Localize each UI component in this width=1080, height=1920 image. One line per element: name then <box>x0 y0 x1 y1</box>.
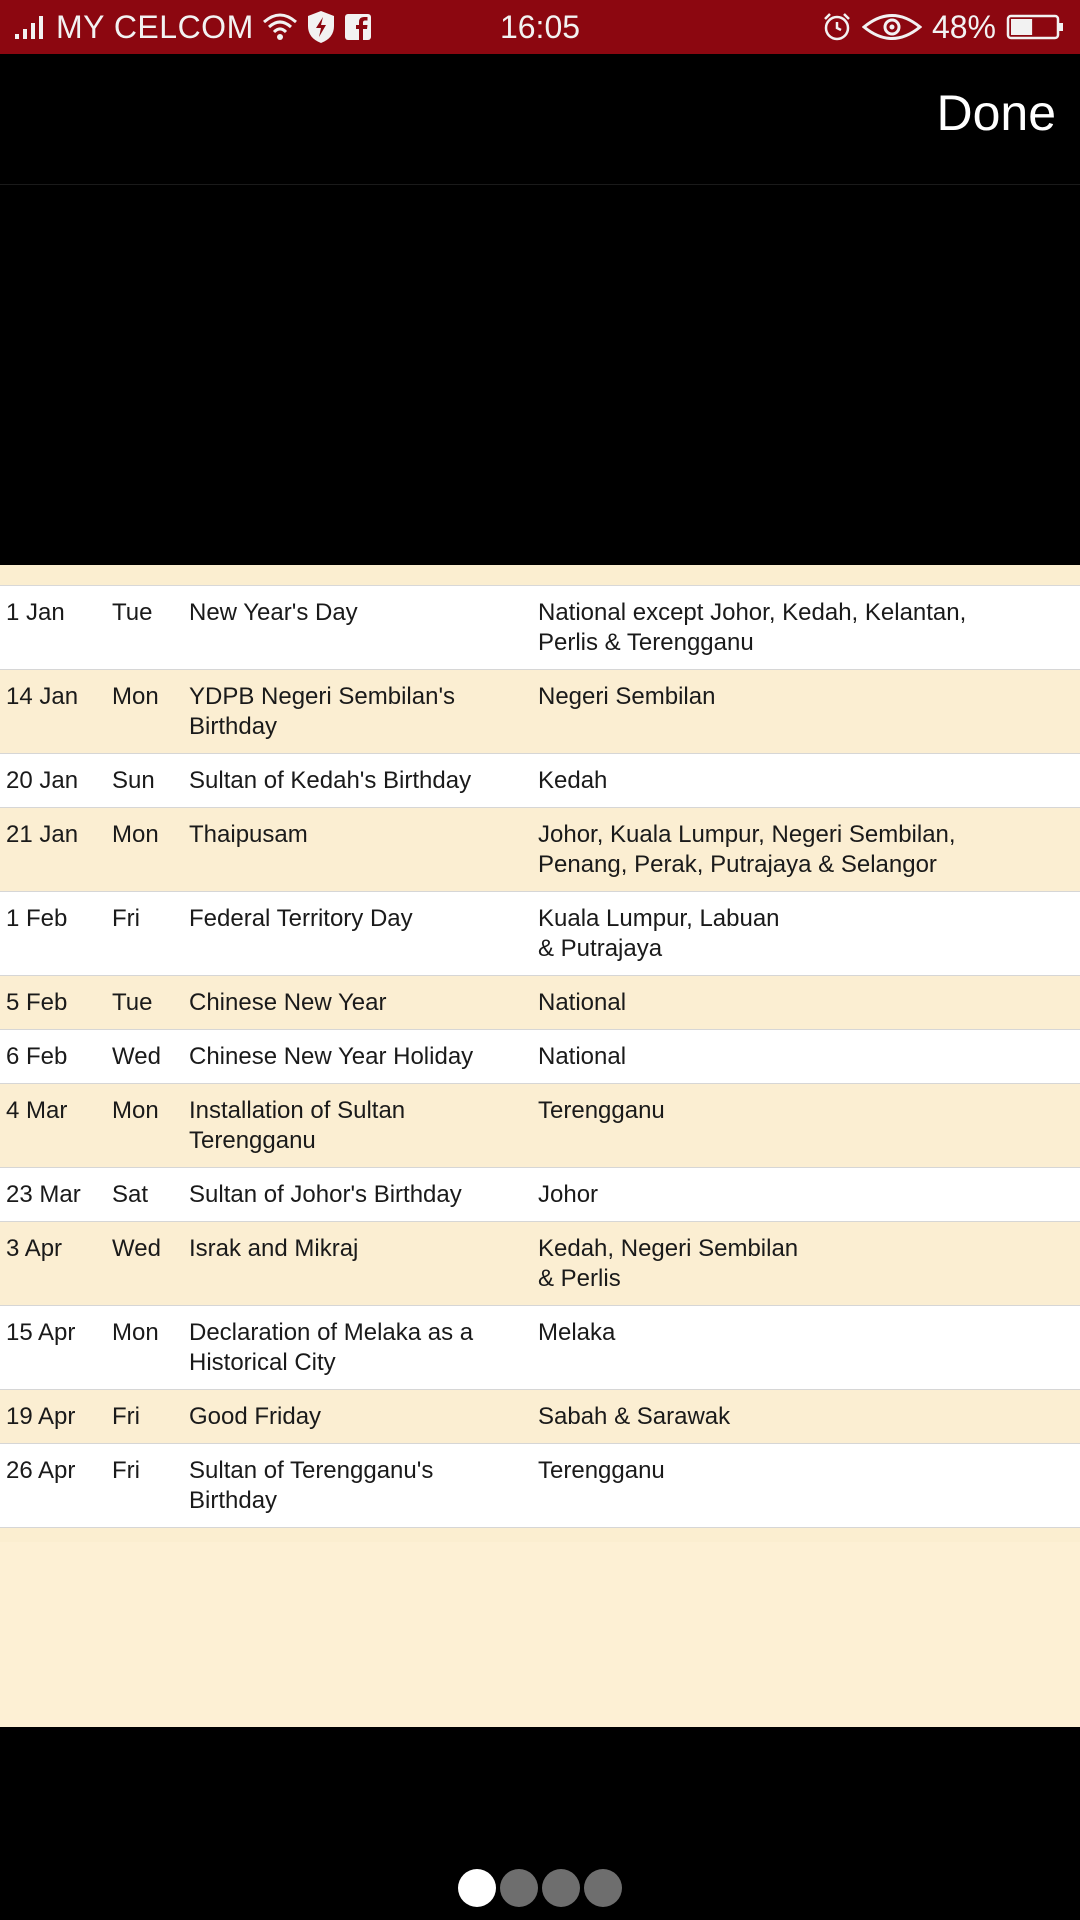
signal-icon <box>14 14 48 40</box>
holiday-name: YDPB Negeri Sembilan's Birthday <box>189 683 456 740</box>
table-row <box>0 586 1080 670</box>
page-dot-2[interactable] <box>500 1869 538 1907</box>
page-dot-1[interactable] <box>458 1869 496 1907</box>
table-row <box>0 892 1080 976</box>
table-row <box>0 1444 1080 1528</box>
holiday-state: Terengganu <box>538 1457 665 1484</box>
holiday-date: 4 Mar <box>6 1097 68 1124</box>
status-right <box>822 0 1066 54</box>
holiday-state: Kuala Lumpur, Labuan & Putrajaya <box>538 905 780 962</box>
table-row <box>0 976 1080 1030</box>
holiday-date: 19 Apr <box>6 1403 76 1430</box>
done-button[interactable]: Done <box>936 85 1056 141</box>
holiday-table-image <box>0 565 1080 1727</box>
status-bar <box>0 0 1080 54</box>
carrier-name: MY CELCOM <box>56 8 254 45</box>
holiday-date: 20 Jan <box>6 767 79 794</box>
holiday-date: 15 Apr <box>6 1319 76 1346</box>
table-row <box>0 670 1080 754</box>
holiday-state: Melaka <box>538 1319 616 1346</box>
table-row <box>0 754 1080 808</box>
holiday-date: 14 Jan <box>6 683 79 710</box>
holiday-name: Declaration of Melaka as a Historical City <box>189 1319 474 1376</box>
shield-icon <box>306 9 336 45</box>
holiday-state: National <box>538 989 627 1016</box>
holiday-name: Installation of Sultan Terengganu <box>189 1097 406 1154</box>
holiday-state: Sabah & Sarawak <box>538 1403 731 1430</box>
page-dot-3[interactable] <box>542 1869 580 1907</box>
holiday-name: Israk and Mikraj <box>189 1235 359 1262</box>
holiday-name: Sultan of Kedah's Birthday <box>189 767 472 794</box>
holiday-state: National except Johor, Kedah, Kelantan, Perlis & Terengganu <box>538 599 967 656</box>
holiday-state: Kedah, Negeri Sembilan & Perlis <box>538 1235 799 1292</box>
holiday-day: Tue <box>112 989 153 1016</box>
holiday-table-rows <box>0 586 1080 1528</box>
page-indicator <box>0 1869 1080 1907</box>
alarm-icon <box>822 12 852 42</box>
holiday-name: Sultan of Johor's Birthday <box>189 1181 462 1208</box>
battery-percent: 48% <box>931 8 996 45</box>
holiday-name: New Year's Day <box>189 599 358 626</box>
holiday-state: Negeri Sembilan <box>538 683 716 710</box>
holiday-state: Johor <box>538 1181 599 1208</box>
holiday-date: 3 Apr <box>6 1235 63 1262</box>
eye-icon <box>862 12 922 42</box>
table-top-edge <box>0 565 1080 586</box>
holiday-day: Fri <box>112 905 140 932</box>
status-left <box>14 0 372 54</box>
table-row <box>0 1084 1080 1168</box>
holiday-date: 26 Apr <box>6 1457 76 1484</box>
holiday-day: Mon <box>112 1319 159 1346</box>
page-dot-4[interactable] <box>584 1869 622 1907</box>
table-row <box>0 1222 1080 1306</box>
holiday-name: Federal Territory Day <box>189 905 413 932</box>
wifi-icon <box>262 12 298 42</box>
holiday-date: 1 Feb <box>6 905 68 932</box>
table-row <box>0 1390 1080 1444</box>
holiday-day: Tue <box>112 599 153 626</box>
holiday-state: Johor, Kuala Lumpur, Negeri Sembilan, Penang, Perak, Putrajaya & Selangor <box>538 821 956 878</box>
holiday-state: Terengganu <box>538 1097 665 1124</box>
table-row <box>0 1030 1080 1084</box>
facebook-icon <box>344 13 372 41</box>
holiday-day: Sun <box>112 767 155 794</box>
holiday-name: Chinese New Year <box>189 989 387 1016</box>
holiday-day: Fri <box>112 1457 140 1484</box>
viewer-header <box>0 54 1080 185</box>
battery-icon <box>1006 13 1066 41</box>
holiday-day: Mon <box>112 1097 159 1124</box>
holiday-day: Wed <box>112 1235 161 1262</box>
holiday-day: Sat <box>112 1181 149 1208</box>
holiday-name: Sultan of Terengganu's Birthday <box>189 1457 434 1514</box>
holiday-name: Good Friday <box>189 1403 322 1430</box>
holiday-date: 1 Jan <box>6 599 65 626</box>
holiday-state: Kedah <box>538 767 608 794</box>
holiday-day: Fri <box>112 1403 140 1430</box>
holiday-state: National <box>538 1043 627 1070</box>
image-viewer[interactable] <box>0 185 1080 1875</box>
table-bottom-edge <box>0 1528 1080 1542</box>
holiday-name: Thaipusam <box>189 821 308 848</box>
holiday-date: 23 Mar <box>6 1181 81 1208</box>
holiday-name: Chinese New Year Holiday <box>189 1043 474 1070</box>
status-time: 16:05 <box>499 8 581 45</box>
table-row <box>0 808 1080 892</box>
holiday-day: Mon <box>112 821 159 848</box>
holiday-date: 5 Feb <box>6 989 68 1016</box>
holiday-date: 6 Feb <box>6 1043 68 1070</box>
table-row <box>0 1306 1080 1390</box>
holiday-date: 21 Jan <box>6 821 79 848</box>
holiday-day: Wed <box>112 1043 161 1070</box>
table-row <box>0 1168 1080 1222</box>
holiday-day: Mon <box>112 683 159 710</box>
